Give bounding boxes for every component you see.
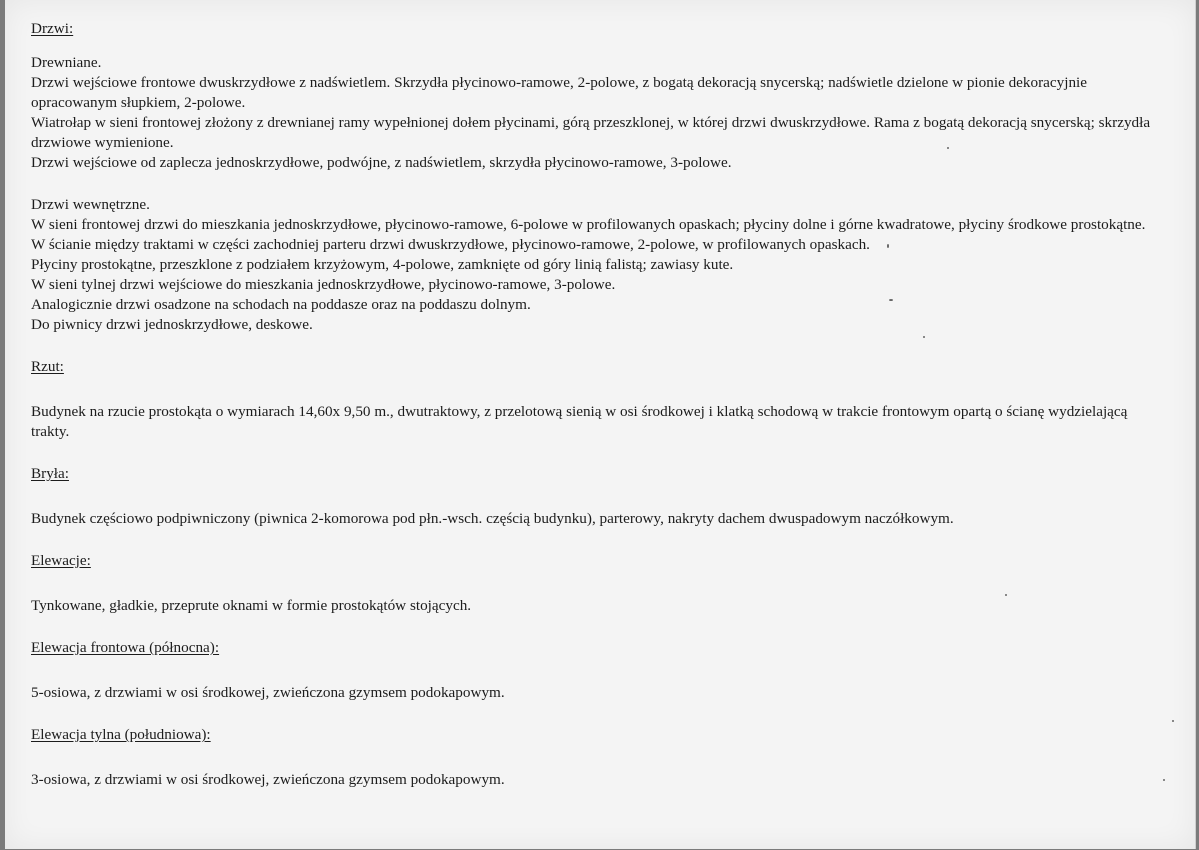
spacer [31, 658, 1161, 683]
paragraph-elevations: Tynkowane, gładkie, przeprute oknami w formie prostokątów stojących. [31, 597, 472, 614]
section-heading-front-elevation: Elewacja frontowa (północna): [31, 639, 220, 656]
paragraph-front-elevation: 5-osiowa, z drzwiami w osi środkowej, zwieńczona gzymsem podokapowym. [31, 684, 505, 701]
paragraph-massing: Budynek częściowo podpiwniczony (piwnica 2-komorowa pod płn.-wsch. częścią budynku), parterowy, nakryty dachem dwuspadowym naczółkowym. [31, 510, 954, 527]
document-page [5, 0, 1196, 849]
paragraph-rear-door: Drzwi wejściowe od zaplecza jednoskrzydłowe, podwójne, z nadświetlem, skrzydła płycinowo-ramowe, 3-polowe. [31, 154, 732, 171]
spacer [31, 335, 1161, 357]
document-body [31, 19, 1161, 790]
scan-speck [923, 336, 925, 338]
spacer [31, 39, 1161, 53]
subsection-title-wooden: Drewniane. [31, 54, 102, 71]
paragraph-interior-3: Płyciny prostokątne, przeszklone z podziałem krzyżowym, 4-polowe, zamknięte od góry linią falistą; zawiasy kute. [31, 256, 734, 273]
spacer [31, 442, 1161, 464]
section-heading-doors: Drzwi: [31, 20, 74, 37]
spacer [31, 484, 1161, 509]
paragraph-interior-4: W sieni tylnej drzwi wejściowe do mieszkania jednoskrzydłowe, płycinowo-ramowe, 3-polowe. [31, 276, 616, 293]
section-heading-plan: Rzut: [31, 358, 64, 375]
paragraph-plan: Budynek na rzucie prostokąta o wymiarach 14,60x 9,50 m., dwutraktowy, z przelotową sienią w osi środkowej i klatką schodową w trakcie frontowym opartą o ścianę wydzielającą trakty. [31, 403, 1128, 440]
paragraph-vestibule: Wiatrołap w sieni frontowej złożony z drewnianej ramy wypełnionej dołem płycinami, górą przeszklonej, w której drzwi dwuskrzydłowe. Rama z bogatą dekoracją snycerską; skrzydła drzwiowe wymienione. [31, 114, 1151, 151]
spacer [31, 616, 1161, 638]
paragraph-front-door: Drzwi wejściowe frontowe dwuskrzydłowe z nadświetlem. Skrzydła płycinowo-ramowe, 2-polowe, z bogatą dekoracją snycerską; nadświetle dzielone w pionie dekoracyjnie opracowanym słupkiem, 2-polowe. [31, 74, 1088, 111]
spacer [31, 173, 1161, 195]
paragraph-rear-elevation: 3-osiowa, z drzwiami w osi środkowej, zwieńczona gzymsem podokapowym. [31, 771, 505, 788]
paragraph-interior-5: Analogicznie drzwi osadzone na schodach na poddasze oraz na poddaszu dolnym. [31, 296, 531, 313]
scan-speck [1163, 779, 1165, 781]
paragraph-interior-6: Do piwnicy drzwi jednoskrzydłowe, deskowe. [31, 316, 313, 333]
subsection-title-interior: Drzwi wewnętrzne. [31, 196, 150, 213]
section-heading-massing: Bryła: [31, 465, 69, 482]
scan-speck [1172, 720, 1174, 722]
paragraph-interior-1: W sieni frontowej drzwi do mieszkania jednoskrzydłowe, płycinowo-ramowe, 6-polowe w profilowanych opaskach; płyciny dolne i górne kwadratowe, płyciny środkowe prostokątne. [31, 216, 1146, 233]
spacer [31, 703, 1161, 725]
scan-speck [889, 299, 893, 301]
spacer [31, 377, 1161, 402]
scan-speck [947, 147, 949, 149]
spacer [31, 745, 1161, 770]
section-heading-elevations: Elewacje: [31, 552, 91, 569]
spacer [31, 529, 1161, 551]
paragraph-interior-2: W ścianie między traktami w części zachodniej parteru drzwi dwuskrzydłowe, płycinowo-ramowe, 2-polowe, w profilowanych opaskach. [31, 236, 870, 253]
scan-speck [1005, 594, 1007, 596]
spacer [31, 571, 1161, 596]
section-heading-rear-elevation: Elewacja tylna (południowa): [31, 726, 211, 743]
scan-speck [887, 244, 889, 248]
